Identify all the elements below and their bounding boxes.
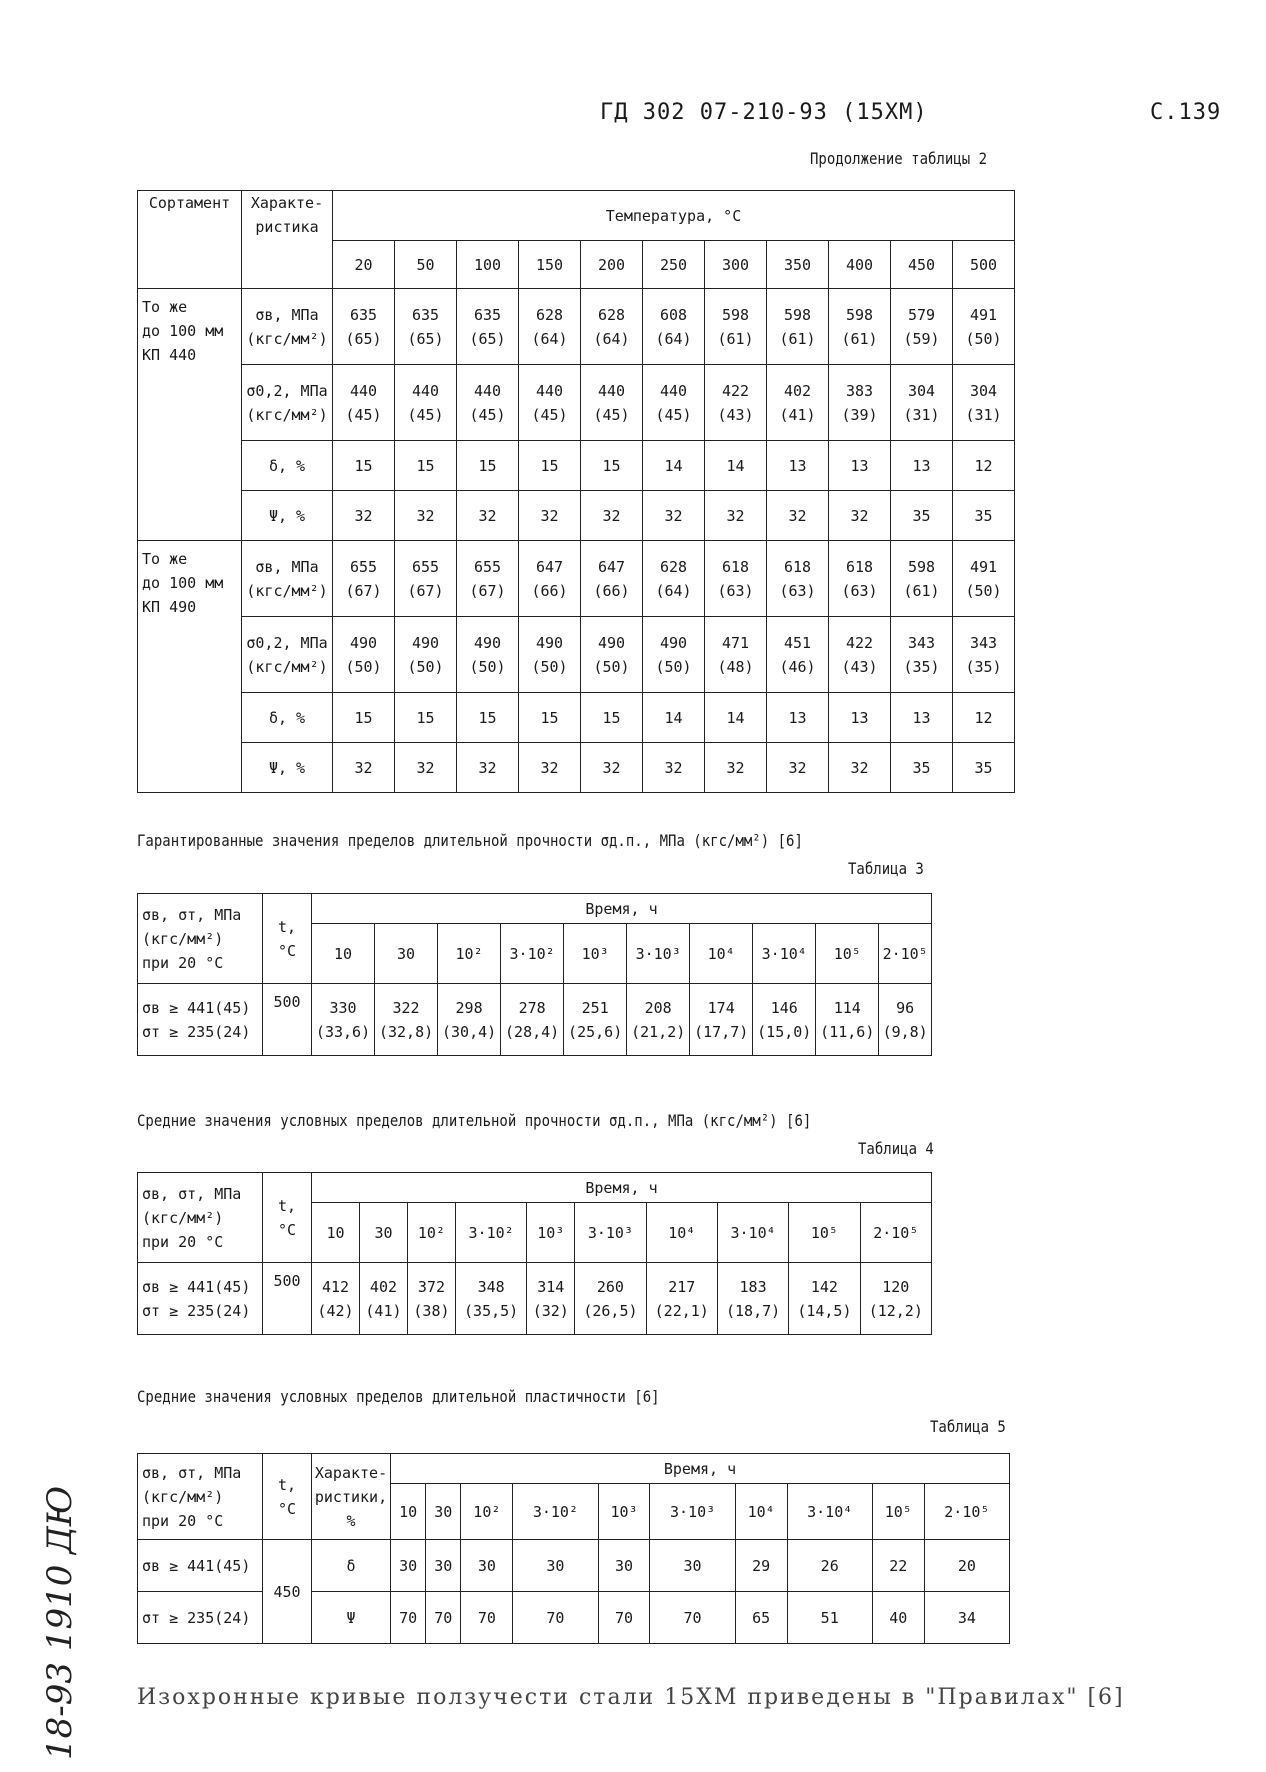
value-cell: 32 bbox=[767, 491, 829, 541]
value-cell: 32 bbox=[457, 491, 519, 541]
value-cell: 491 (50) bbox=[953, 541, 1015, 617]
characteristic-cell: δ, % bbox=[242, 441, 333, 491]
value-cell: 655 (67) bbox=[457, 541, 519, 617]
table-row bbox=[138, 541, 1015, 617]
value-cell: 440 (45) bbox=[457, 365, 519, 441]
t-value: 500 bbox=[263, 984, 312, 1056]
value-cell: 15 bbox=[395, 693, 457, 743]
value-cell: 608 (64) bbox=[643, 289, 705, 365]
value-cell: 32 bbox=[581, 491, 643, 541]
temp-col-header: 300 bbox=[705, 241, 767, 289]
value-cell: 70 bbox=[461, 1592, 513, 1644]
table-row bbox=[138, 491, 1015, 541]
value-cell: 412 (42) bbox=[312, 1263, 360, 1335]
table4-caption: Средние значения условных пределов длительной прочности σд.п., МПа (кгс/мм²) [6] bbox=[137, 1112, 812, 1131]
table-row bbox=[138, 441, 1015, 491]
value-cell: 70 bbox=[391, 1592, 426, 1644]
time-col-header: 10³ bbox=[598, 1484, 650, 1540]
value-cell: 343 (35) bbox=[891, 617, 953, 693]
table5-caption: Средние значения условных пределов длительной пластичности [6] bbox=[137, 1388, 660, 1407]
value-cell: 579 (59) bbox=[891, 289, 953, 365]
characteristic-cell: Ψ, % bbox=[242, 743, 333, 793]
value-cell: 15 bbox=[519, 693, 581, 743]
value-cell: 32 bbox=[333, 743, 395, 793]
value-cell: 628 (64) bbox=[519, 289, 581, 365]
time-col-header: 10² bbox=[407, 1203, 455, 1263]
value-cell: 314 (32) bbox=[527, 1263, 575, 1335]
time-col-header: 10⁵ bbox=[789, 1203, 860, 1263]
t-header: t, °С bbox=[263, 894, 312, 984]
value-cell: 304 (31) bbox=[953, 365, 1015, 441]
time-col-header: 3·10⁴ bbox=[787, 1484, 872, 1540]
characteristic-cell: Ψ, % bbox=[242, 491, 333, 541]
table-row bbox=[138, 1263, 932, 1335]
time-col-header: 3·10² bbox=[501, 924, 564, 984]
characteristic-cell: δ bbox=[312, 1540, 391, 1592]
value-cell: 618 (63) bbox=[829, 541, 891, 617]
value-cell: 15 bbox=[333, 693, 395, 743]
temp-col-header: 150 bbox=[519, 241, 581, 289]
row-label: σв ≥ 441(45) bbox=[138, 1540, 263, 1592]
time-col-header: 10⁵ bbox=[816, 924, 879, 984]
temp-col-header: 350 bbox=[767, 241, 829, 289]
value-cell: 26 bbox=[787, 1540, 872, 1592]
time-col-header: 10 bbox=[312, 924, 375, 984]
value-cell: 174 (17,7) bbox=[690, 984, 753, 1056]
temp-col-header: 450 bbox=[891, 241, 953, 289]
value-cell: 372 (38) bbox=[407, 1263, 455, 1335]
temp-col-header: 400 bbox=[829, 241, 891, 289]
time-col-header: 3·10³ bbox=[627, 924, 690, 984]
value-cell: 655 (67) bbox=[333, 541, 395, 617]
value-cell: 32 bbox=[643, 743, 705, 793]
value-cell: 12 bbox=[953, 441, 1015, 491]
time-col-header: 30 bbox=[426, 1484, 461, 1540]
table5 bbox=[137, 1453, 1010, 1644]
row-label: σв ≥ 441(45) σт ≥ 235(24) bbox=[138, 984, 263, 1056]
table3-caption: Гарантированные значения пределов длительной прочности σд.п., МПа (кгс/мм²) [6] bbox=[137, 832, 803, 851]
value-cell: 32 bbox=[395, 491, 457, 541]
table-row bbox=[138, 289, 1015, 365]
value-cell: 70 bbox=[513, 1592, 598, 1644]
t-value: 500 bbox=[263, 1263, 312, 1335]
value-cell: 490 (50) bbox=[581, 617, 643, 693]
value-cell: 13 bbox=[767, 441, 829, 491]
value-cell: 628 (64) bbox=[643, 541, 705, 617]
value-cell: 32 bbox=[767, 743, 829, 793]
value-cell: 440 (45) bbox=[643, 365, 705, 441]
row-label: σв ≥ 441(45) σт ≥ 235(24) bbox=[138, 1263, 263, 1335]
value-cell: 51 bbox=[787, 1592, 872, 1644]
value-cell: 13 bbox=[891, 693, 953, 743]
value-cell: 146 (15,0) bbox=[753, 984, 816, 1056]
value-cell: 15 bbox=[457, 693, 519, 743]
time-col-header: 3·10³ bbox=[650, 1484, 735, 1540]
value-cell: 348 (35,5) bbox=[455, 1263, 526, 1335]
time-col-header: 3·10² bbox=[513, 1484, 598, 1540]
value-cell: 114 (11,6) bbox=[816, 984, 879, 1056]
time-col-header: 10⁵ bbox=[872, 1484, 924, 1540]
characteristic-cell: Ψ bbox=[312, 1592, 391, 1644]
table4 bbox=[137, 1172, 932, 1335]
value-cell: 32 bbox=[643, 491, 705, 541]
col-characteristic-header: Характе- ристика bbox=[242, 191, 333, 289]
value-cell: 635 (65) bbox=[457, 289, 519, 365]
value-cell: 217 (22,1) bbox=[646, 1263, 717, 1335]
value-cell: 490 (50) bbox=[333, 617, 395, 693]
value-cell: 598 (61) bbox=[767, 289, 829, 365]
value-cell: 13 bbox=[829, 693, 891, 743]
value-cell: 22 bbox=[872, 1540, 924, 1592]
value-cell: 15 bbox=[395, 441, 457, 491]
value-cell: 13 bbox=[829, 441, 891, 491]
value-cell: 15 bbox=[333, 441, 395, 491]
value-cell: 440 (45) bbox=[581, 365, 643, 441]
table-row bbox=[138, 617, 1015, 693]
value-cell: 15 bbox=[581, 693, 643, 743]
temp-col-header: 50 bbox=[395, 241, 457, 289]
time-col-header: 30 bbox=[359, 1203, 407, 1263]
stress-header: σв, σт, МПа (кгс/мм²) при 20 °С bbox=[138, 1173, 263, 1263]
time-col-header: 10 bbox=[312, 1203, 360, 1263]
value-cell: 183 (18,7) bbox=[717, 1263, 788, 1335]
time-header: Время, ч bbox=[312, 1173, 932, 1203]
time-col-header: 10² bbox=[438, 924, 501, 984]
value-cell: 628 (64) bbox=[581, 289, 643, 365]
value-cell: 120 (12,2) bbox=[860, 1263, 931, 1335]
t-header: t, °С bbox=[263, 1454, 312, 1540]
value-cell: 142 (14,5) bbox=[789, 1263, 860, 1335]
time-col-header: 30 bbox=[375, 924, 438, 984]
stress-header: σв, σт, МПа (кгс/мм²) при 20 °С bbox=[138, 894, 263, 984]
value-cell: 618 (63) bbox=[705, 541, 767, 617]
table4-label: Таблица 4 bbox=[858, 1140, 934, 1159]
value-cell: 34 bbox=[924, 1592, 1009, 1644]
time-col-header: 2·10⁵ bbox=[879, 924, 932, 984]
col-sortament-header: Сортамент bbox=[138, 191, 242, 289]
value-cell: 30 bbox=[461, 1540, 513, 1592]
characteristic-cell: σ0,2, МПа (кгс/мм²) bbox=[242, 365, 333, 441]
value-cell: 383 (39) bbox=[829, 365, 891, 441]
value-cell: 20 bbox=[924, 1540, 1009, 1592]
value-cell: 65 bbox=[735, 1592, 787, 1644]
value-cell: 32 bbox=[829, 743, 891, 793]
table-row bbox=[138, 365, 1015, 441]
characteristic-header: Характе- ристики, % bbox=[312, 1454, 391, 1540]
table2-continuation-label: Продолжение таблицы 2 bbox=[810, 150, 988, 169]
value-cell: 13 bbox=[767, 693, 829, 743]
temperature-header: Температура, °С bbox=[333, 191, 1015, 241]
value-cell: 208 (21,2) bbox=[627, 984, 690, 1056]
value-cell: 32 bbox=[519, 743, 581, 793]
value-cell: 40 bbox=[872, 1592, 924, 1644]
value-cell: 14 bbox=[643, 693, 705, 743]
value-cell: 490 (50) bbox=[519, 617, 581, 693]
value-cell: 32 bbox=[333, 491, 395, 541]
time-header: Время, ч bbox=[391, 1454, 1010, 1484]
time-col-header: 2·10⁵ bbox=[924, 1484, 1009, 1540]
time-header: Время, ч bbox=[312, 894, 932, 924]
value-cell: 618 (63) bbox=[767, 541, 829, 617]
value-cell: 402 (41) bbox=[359, 1263, 407, 1335]
value-cell: 598 (61) bbox=[829, 289, 891, 365]
value-cell: 30 bbox=[426, 1540, 461, 1592]
handwritten-mark: 18-93 1910 ДЮ bbox=[40, 1485, 80, 1760]
value-cell: 298 (30,4) bbox=[438, 984, 501, 1056]
value-cell: 13 bbox=[891, 441, 953, 491]
value-cell: 598 (61) bbox=[705, 289, 767, 365]
table2 bbox=[137, 190, 1015, 793]
time-col-header: 3·10³ bbox=[575, 1203, 646, 1263]
table-row bbox=[138, 743, 1015, 793]
value-cell: 322 (32,8) bbox=[375, 984, 438, 1056]
sortament-cell: То же до 100 мм КП 440 bbox=[138, 289, 242, 541]
t-value: 450 bbox=[263, 1540, 312, 1644]
value-cell: 14 bbox=[705, 441, 767, 491]
value-cell: 490 (50) bbox=[457, 617, 519, 693]
time-col-header: 10⁴ bbox=[646, 1203, 717, 1263]
value-cell: 30 bbox=[513, 1540, 598, 1592]
time-col-header: 10⁴ bbox=[735, 1484, 787, 1540]
value-cell: 30 bbox=[650, 1540, 735, 1592]
value-cell: 635 (65) bbox=[333, 289, 395, 365]
value-cell: 655 (67) bbox=[395, 541, 457, 617]
time-col-header: 3·10⁴ bbox=[717, 1203, 788, 1263]
value-cell: 32 bbox=[581, 743, 643, 793]
table3 bbox=[137, 893, 932, 1056]
footer-note: Изохронные кривые ползучести стали 15ХМ приведены в "Правилах" [6] bbox=[137, 1685, 1125, 1710]
value-cell: 251 (25,6) bbox=[564, 984, 627, 1056]
value-cell: 35 bbox=[891, 743, 953, 793]
characteristic-cell: σв, МПа (кгс/мм²) bbox=[242, 289, 333, 365]
value-cell: 70 bbox=[426, 1592, 461, 1644]
value-cell: 70 bbox=[650, 1592, 735, 1644]
table-row bbox=[138, 1540, 1010, 1592]
value-cell: 490 (50) bbox=[643, 617, 705, 693]
value-cell: 422 (43) bbox=[829, 617, 891, 693]
value-cell: 304 (31) bbox=[891, 365, 953, 441]
value-cell: 490 (50) bbox=[395, 617, 457, 693]
temp-col-header: 100 bbox=[457, 241, 519, 289]
value-cell: 330 (33,6) bbox=[312, 984, 375, 1056]
document-code: ГД 302 07-210-93 (15ХМ) bbox=[600, 100, 928, 125]
row-label: σт ≥ 235(24) bbox=[138, 1592, 263, 1644]
value-cell: 422 (43) bbox=[705, 365, 767, 441]
table5-label: Таблица 5 bbox=[930, 1418, 1006, 1437]
value-cell: 14 bbox=[643, 441, 705, 491]
value-cell: 32 bbox=[829, 491, 891, 541]
value-cell: 30 bbox=[598, 1540, 650, 1592]
time-col-header: 10³ bbox=[564, 924, 627, 984]
temp-col-header: 500 bbox=[953, 241, 1015, 289]
value-cell: 647 (66) bbox=[519, 541, 581, 617]
value-cell: 343 (35) bbox=[953, 617, 1015, 693]
temp-col-header: 250 bbox=[643, 241, 705, 289]
value-cell: 12 bbox=[953, 693, 1015, 743]
value-cell: 35 bbox=[891, 491, 953, 541]
sortament-cell: То же до 100 мм КП 490 bbox=[138, 541, 242, 793]
characteristic-cell: σв, МПа (кгс/мм²) bbox=[242, 541, 333, 617]
table-row bbox=[138, 693, 1015, 743]
value-cell: 29 bbox=[735, 1540, 787, 1592]
time-col-header: 10² bbox=[461, 1484, 513, 1540]
t-header: t, °С bbox=[263, 1173, 312, 1263]
value-cell: 491 (50) bbox=[953, 289, 1015, 365]
value-cell: 32 bbox=[705, 743, 767, 793]
time-col-header: 3·10² bbox=[455, 1203, 526, 1263]
value-cell: 598 (61) bbox=[891, 541, 953, 617]
value-cell: 32 bbox=[395, 743, 457, 793]
value-cell: 278 (28,4) bbox=[501, 984, 564, 1056]
characteristic-cell: δ, % bbox=[242, 693, 333, 743]
time-col-header: 10⁴ bbox=[690, 924, 753, 984]
characteristic-cell: σ0,2, МПа (кгс/мм²) bbox=[242, 617, 333, 693]
temp-col-header: 20 bbox=[333, 241, 395, 289]
value-cell: 440 (45) bbox=[395, 365, 457, 441]
table-row bbox=[138, 984, 932, 1056]
value-cell: 647 (66) bbox=[581, 541, 643, 617]
table3-label: Таблица 3 bbox=[848, 860, 924, 879]
value-cell: 440 (45) bbox=[333, 365, 395, 441]
page-number: С.139 bbox=[1150, 100, 1222, 125]
time-col-header: 10³ bbox=[527, 1203, 575, 1263]
value-cell: 451 (46) bbox=[767, 617, 829, 693]
temp-col-header: 200 bbox=[581, 241, 643, 289]
time-col-header: 3·10⁴ bbox=[753, 924, 816, 984]
value-cell: 32 bbox=[519, 491, 581, 541]
value-cell: 32 bbox=[457, 743, 519, 793]
value-cell: 471 (48) bbox=[705, 617, 767, 693]
value-cell: 260 (26,5) bbox=[575, 1263, 646, 1335]
value-cell: 14 bbox=[705, 693, 767, 743]
value-cell: 635 (65) bbox=[395, 289, 457, 365]
value-cell: 15 bbox=[457, 441, 519, 491]
stress-header: σв, σт, МПа (кгс/мм²) при 20 °С bbox=[138, 1454, 263, 1540]
value-cell: 70 bbox=[598, 1592, 650, 1644]
value-cell: 30 bbox=[391, 1540, 426, 1592]
value-cell: 32 bbox=[705, 491, 767, 541]
value-cell: 35 bbox=[953, 743, 1015, 793]
value-cell: 35 bbox=[953, 491, 1015, 541]
value-cell: 440 (45) bbox=[519, 365, 581, 441]
value-cell: 15 bbox=[581, 441, 643, 491]
time-col-header: 10 bbox=[391, 1484, 426, 1540]
value-cell: 402 (41) bbox=[767, 365, 829, 441]
value-cell: 96 (9,8) bbox=[879, 984, 932, 1056]
value-cell: 15 bbox=[519, 441, 581, 491]
time-col-header: 2·10⁵ bbox=[860, 1203, 931, 1263]
